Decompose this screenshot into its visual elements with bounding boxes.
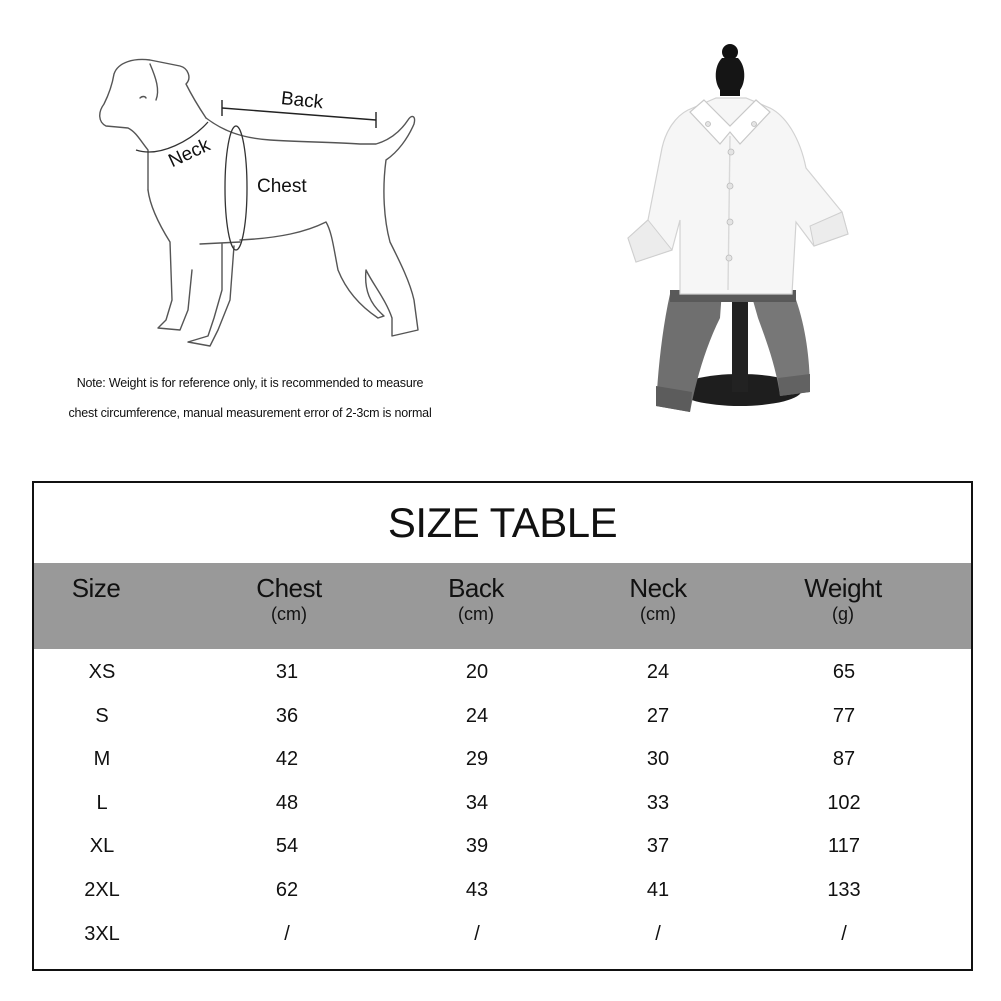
cell-size: M: [93, 748, 111, 771]
cell-size: L: [96, 791, 108, 814]
table-row: [34, 649, 971, 693]
chest-label: Chest: [257, 176, 307, 197]
cell-size: XS: [88, 661, 116, 683]
cell-back: 34: [465, 791, 489, 814]
cell-back: 29: [465, 748, 489, 771]
cell-chest: 42: [275, 748, 299, 771]
back-label: Back: [279, 88, 325, 114]
cell-back: /: [474, 922, 480, 945]
cell-back: 20: [465, 661, 489, 683]
measurement-diagram: [0, 0, 500, 440]
table-row: [34, 911, 971, 955]
cell-size: 3XL: [84, 922, 120, 945]
cell-chest: /: [284, 922, 290, 945]
header-label: Neck: [629, 573, 687, 603]
cell-neck: 37: [646, 835, 670, 858]
cell-weight: 65: [832, 661, 856, 683]
table-row: [34, 780, 971, 824]
cell-neck: 33: [646, 791, 670, 814]
cell-back: 39: [465, 835, 489, 858]
cell-chest: 48: [275, 791, 299, 814]
header-unit: (g): [831, 604, 854, 624]
dog-outline-icon: [0, 0, 500, 440]
cell-weight: 102: [827, 791, 861, 814]
header-label: Weight: [804, 573, 882, 603]
cell-size: S: [95, 704, 109, 727]
header-unit: (cm): [640, 604, 676, 624]
cell-chest: 54: [275, 835, 299, 858]
cell-size: 2XL: [84, 878, 120, 901]
header-size: [72, 573, 121, 603]
cell-neck: /: [655, 922, 661, 945]
cell-chest: 62: [275, 878, 299, 901]
header-unit: (cm): [458, 604, 494, 624]
cell-neck: 27: [646, 704, 670, 727]
cell-weight: 133: [827, 878, 861, 901]
table-body: [34, 649, 971, 954]
neck-label: Neck: [165, 134, 214, 173]
note-line-2: chest circumference, manual measurement error of 2-3cm is normal: [68, 406, 432, 420]
header-label: Back: [448, 573, 504, 603]
dog-shirt-on-mannequin-icon: [610, 40, 860, 420]
size-table: [32, 481, 973, 971]
cell-neck: 30: [646, 748, 670, 771]
cell-neck: 24: [646, 661, 670, 683]
product-image: [610, 40, 860, 420]
header-label: Chest: [256, 573, 322, 603]
table-row: [34, 736, 971, 780]
header-label: Size: [71, 573, 121, 603]
size-table-title: SIZE TABLE: [387, 499, 618, 546]
cell-weight: 117: [828, 835, 860, 858]
cell-weight: 77: [832, 704, 856, 727]
cell-back: 43: [465, 878, 489, 901]
note-line-1: Note: Weight is for reference only, it is recommended to measure: [76, 376, 424, 390]
header-chest: [256, 573, 321, 625]
header-weight: [804, 573, 881, 625]
header-unit: (cm): [271, 604, 307, 624]
cell-weight: /: [841, 922, 847, 945]
table-row: [34, 693, 971, 737]
cell-neck: 41: [646, 878, 670, 901]
header-back: [448, 573, 504, 625]
table-row: [34, 823, 971, 867]
cell-chest: 31: [275, 661, 299, 683]
cell-back: 24: [465, 704, 489, 727]
cell-chest: 36: [275, 704, 299, 727]
header-neck: [629, 573, 686, 625]
cell-size: XL: [89, 835, 115, 858]
cell-weight: 87: [832, 748, 856, 771]
table-header: [34, 563, 971, 649]
table-row: [34, 867, 971, 911]
